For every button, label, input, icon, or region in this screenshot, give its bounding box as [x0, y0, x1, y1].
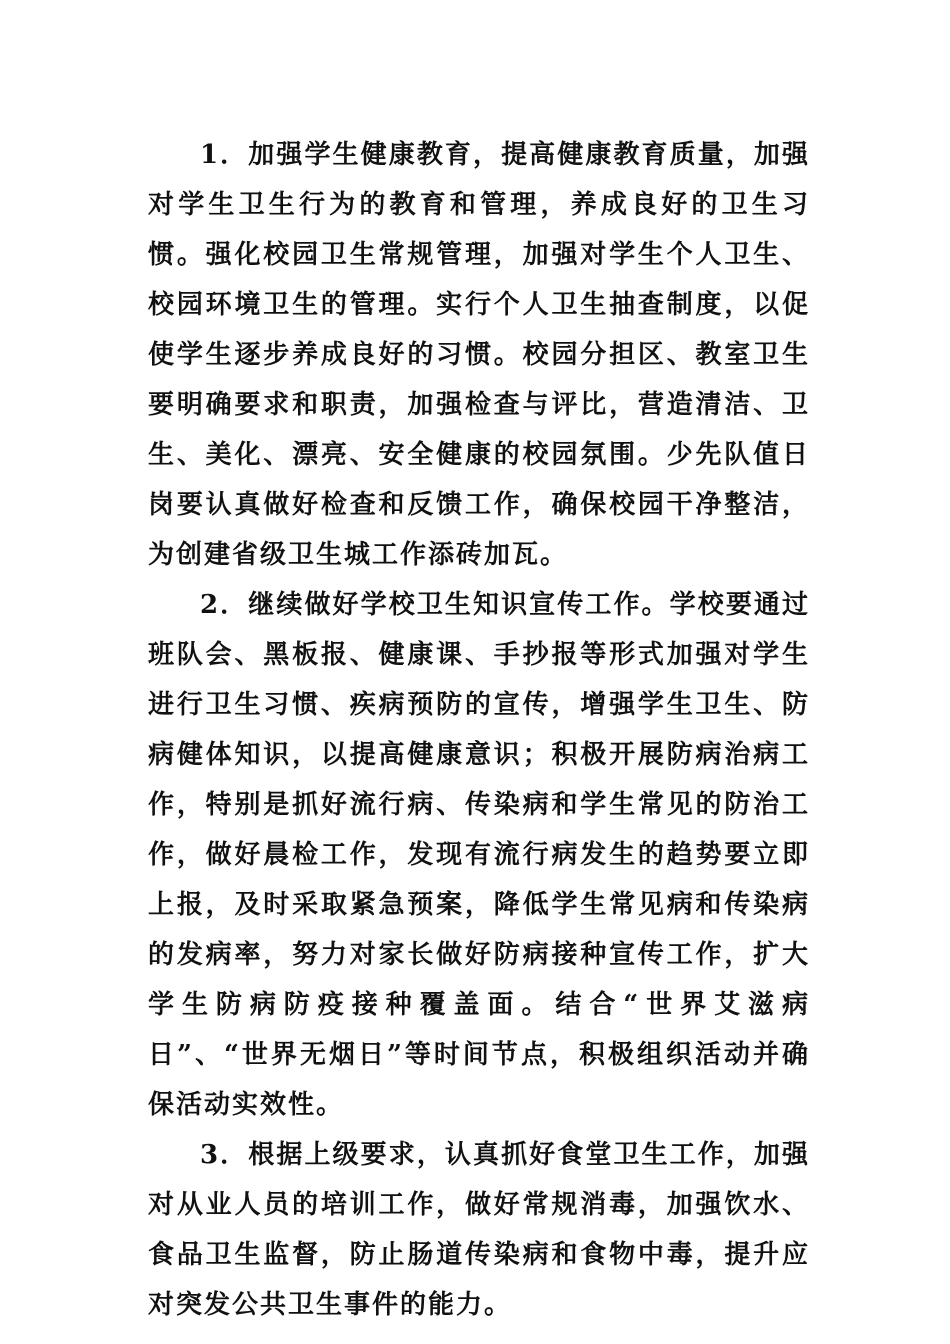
paragraph-health-education: 1．加强学生健康教育，提高健康教育质量，加强对学生卫生行为的教育和管理，养成良好的卫生习惯。强化校园卫生常规管理，加强对学生个人卫生、校园环境卫生的管理。实行个人卫生抽查制度，以促使学生逐步养成良好的习惯。校园分担区、教室卫生要明确要求和职责，加强检查与评比，营造清洁、卫生、美化、漂亮、安全健康的校园氛围。少先队值日岗要认真做好检查和反馈工作，确保校园干净整洁，为创建省级卫生城工作添砖加瓦。: [148, 140, 810, 570]
paragraph-hygiene-publicity: 2．继续做好学校卫生知识宣传工作。学校要通过班队会、黑板报、健康课、手抄报等形式加强对学生进行卫生习惯、疾病预防的宣传，增强学生卫生、防病健体知识，以提高健康意识；积极开展防病治病工作，特别是抓好流行病、传染病和学生常见的防治工作，做好晨检工作，发现有流行病发生的趋势要立即上报，及时采取紧急预案，降低学生常见病和传染病的发病率，努力对家长做好防病接种宣传工作，扩大学生防病防疫接种覆盖面。结合“世界艾滋病日”、“世界无烟日”等时间节点，积极组织活动并确保活动实效性。: [148, 590, 810, 1120]
paragraph-canteen-hygiene: 3．根据上级要求，认真抓好食堂卫生工作，加强对从业人员的培训工作，做好常规消毒，加强饮水、食品卫生监督，防止肠道传染病和食物中毒，提升应对突发公共卫生事件的能力。: [148, 1140, 810, 1320]
document-body: [148, 130, 810, 1330]
